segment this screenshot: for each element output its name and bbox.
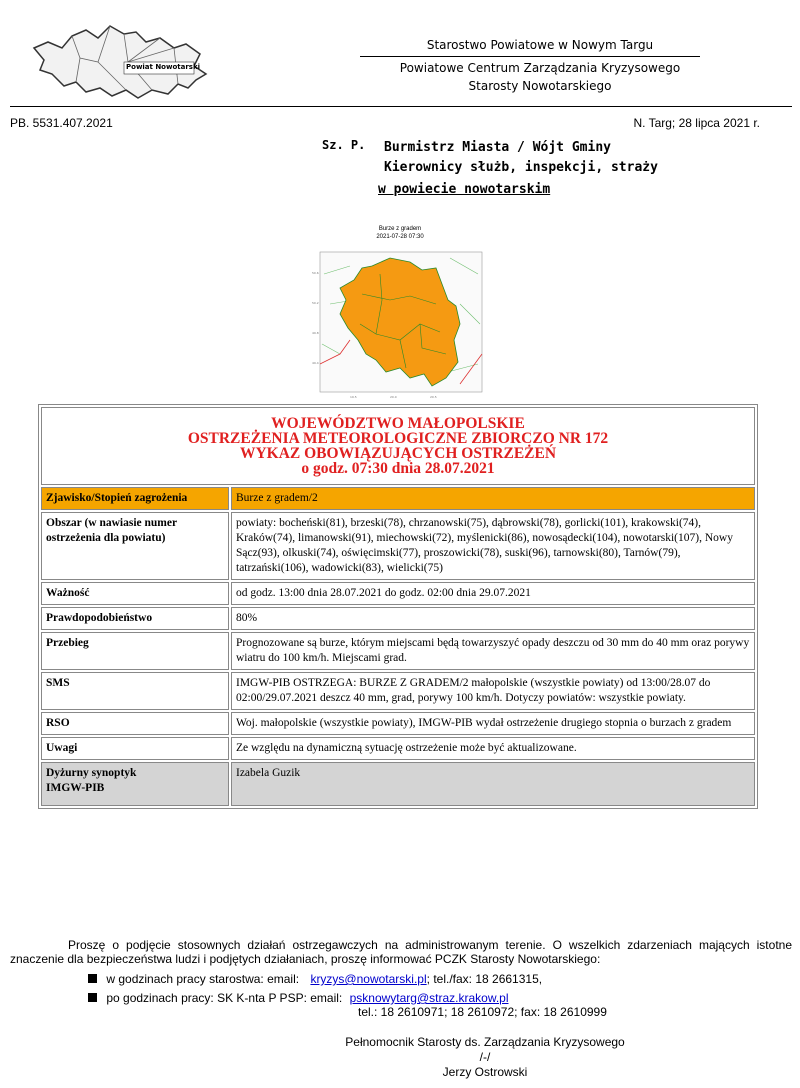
doc-date: N. Targ; 28 lipca 2021 r. [633, 116, 760, 130]
table-row [41, 487, 755, 510]
addressee-2: Kierownicy służb, inspekcji, straży [384, 160, 658, 175]
svg-text:50.6: 50.6 [312, 271, 319, 275]
signature-line-2: /-/ [479, 1050, 491, 1064]
row-label: Prawdopodobieństwo [41, 607, 229, 630]
table-row [41, 582, 755, 605]
row-label: Uwagi [41, 737, 229, 760]
synoptic-label-1: Dyżurny synoptyk [46, 767, 137, 779]
county-logo [28, 18, 218, 104]
svg-text:19.5: 19.5 [350, 395, 357, 399]
warning-title-2: OSTRZEŻENIA METEOROLOGICZNE ZBIORCZO NR 172 [187, 430, 609, 447]
table-row [41, 712, 755, 735]
warning-table [38, 404, 758, 809]
logo-label: Powiat Nowotarski [126, 63, 200, 71]
bullet-1-post: ; tel./fax: 18 2661315, [426, 972, 543, 986]
row-value: Ze względu na dynamiczną sytuację ostrzeżenie może być aktualizowane. [231, 737, 755, 760]
table-row [41, 762, 755, 806]
map-title: Burze z gradem [378, 226, 422, 232]
table-row [41, 512, 755, 580]
doc-ref: PB. 5531.407.2021 [10, 116, 113, 130]
footer-paragraph-text: Proszę o podjęcie stosownych działań ostrzegawczych na administrowanym terenie. O wszelkich zdarzeniach mających istotne znaczenie dla bezpieczeństwa ludzi i podjętych działaniach, proszę informować PCZK Starosty Nowotarskiego: [10, 938, 792, 966]
bullet-2-tel: tel.: 18 2610971; 18 2610972; fax: 18 2610999 [358, 1005, 607, 1019]
row-value: Woj. małopolskie (wszystkie powiaty), IMGW-PIB wydał ostrzeżenie drugiego stopnia o burzach z gradem [231, 712, 755, 735]
bullet-square-icon [88, 993, 97, 1002]
row-label: Obszar (w nawiasie numer ostrzeżenia dla powiatu) [41, 512, 229, 580]
table-row [41, 672, 755, 710]
warning-title [41, 407, 755, 485]
row-label: Ważność [41, 582, 229, 605]
header-line2: Powiatowe Centrum Zarządzania Kryzysowego [399, 61, 681, 75]
row-value: Burze z gradem/2 [231, 487, 755, 510]
svg-text:49.8: 49.8 [312, 331, 319, 335]
email-link-kryzys[interactable]: kryzys@nowotarski.pl [310, 972, 427, 986]
svg-text:50.2: 50.2 [312, 301, 319, 305]
row-value: Prognozowane są burze, którym miejscami będą towarzyszyć opady deszczu od 30 mm do 40 mm oraz porywy wiatru do 100 km/h. Miejscami grad. [231, 632, 755, 670]
row-label: Przebieg [41, 632, 229, 670]
row-value: 80% [231, 607, 755, 630]
warning-title-1: WOJEWÓDZTWO MAŁOPOLSKIE [271, 415, 525, 432]
row-value: powiaty: bocheński(81), brzeski(78), chrzanowski(75), dąbrowski(78), gorlicki(101), krakowski(74), Kraków(74), limanowski(91), miechowski(72), myślenicki(86), nowosądecki(104), nowotarski(107), Nowy Sącz(93), olkuski(74), oświęcimski(77), proszowicki(78), suski(96), tarnowski(80), Tarnów(79), tatrzański(106), wadowicki(83), wielicki(75) [231, 512, 755, 580]
map-subtitle: 2021-07-28 07:30 [376, 234, 424, 240]
addressee-1: Burmistrz Miasta / Wójt Gminy [384, 140, 611, 155]
row-label: SMS [41, 672, 229, 710]
svg-text:20.0: 20.0 [390, 395, 397, 399]
table-row [41, 632, 755, 670]
salutation: Sz. P. [322, 138, 366, 152]
bullet-1-text: w godzinach pracy starostwa: email: [106, 972, 300, 986]
bullet-2 [88, 991, 509, 1005]
bullet-square-icon [88, 974, 97, 983]
svg-text:49.4: 49.4 [312, 361, 319, 365]
row-value: IMGW-PIB OSTRZEGA: BURZE Z GRADEM/2 małopolskie (wszystkie powiaty) od 13:00/28.07 do 02:00/29.07.2021 deszcz 40 mm, grad, porywy 100 km/h. Dotyczy powiatów: wszystkie powiaty. [231, 672, 755, 710]
synoptic-label-2: IMGW-PIB [46, 782, 105, 794]
row-label: Zjawisko/Stopień zagrożenia [41, 487, 229, 510]
header-line3: Starosty Nowotarskiego [468, 79, 612, 93]
table-row [41, 607, 755, 630]
footer-paragraph [10, 938, 792, 966]
row-label [41, 762, 229, 806]
email-link-psp[interactable]: psknowytarg@straz.krakow.pl [349, 991, 509, 1005]
header-rule [360, 56, 700, 57]
addressee-3: w powiecie nowotarskim [378, 182, 551, 197]
svg-text:20.5: 20.5 [430, 395, 437, 399]
bullet-1 [88, 972, 542, 986]
signature-line-3: Jerzy Ostrowski [442, 1065, 528, 1079]
bullet-2-text: po godzinach pracy: SK K-nta P PSP: email: [106, 991, 343, 1005]
row-label: RSO [41, 712, 229, 735]
row-value: Izabela Guzik [231, 762, 755, 806]
row-value: od godz. 13:00 dnia 28.07.2021 do godz. 02:00 dnia 29.07.2021 [231, 582, 755, 605]
page-rule [10, 106, 792, 107]
warning-title-4: o godz. 07:30 dnia 28.07.2021 [301, 460, 495, 477]
header-line1: Starostwo Powiatowe w Nowym Targu [426, 38, 654, 52]
table-row [41, 737, 755, 760]
warning-title-3: WYKAZ OBOWIĄZUJĄCYCH OSTRZEŻEŃ [239, 445, 557, 462]
warning-map [310, 226, 490, 402]
signature-line-1: Pełnomocnik Starosty ds. Zarządzania Kryzysowego [345, 1035, 625, 1049]
